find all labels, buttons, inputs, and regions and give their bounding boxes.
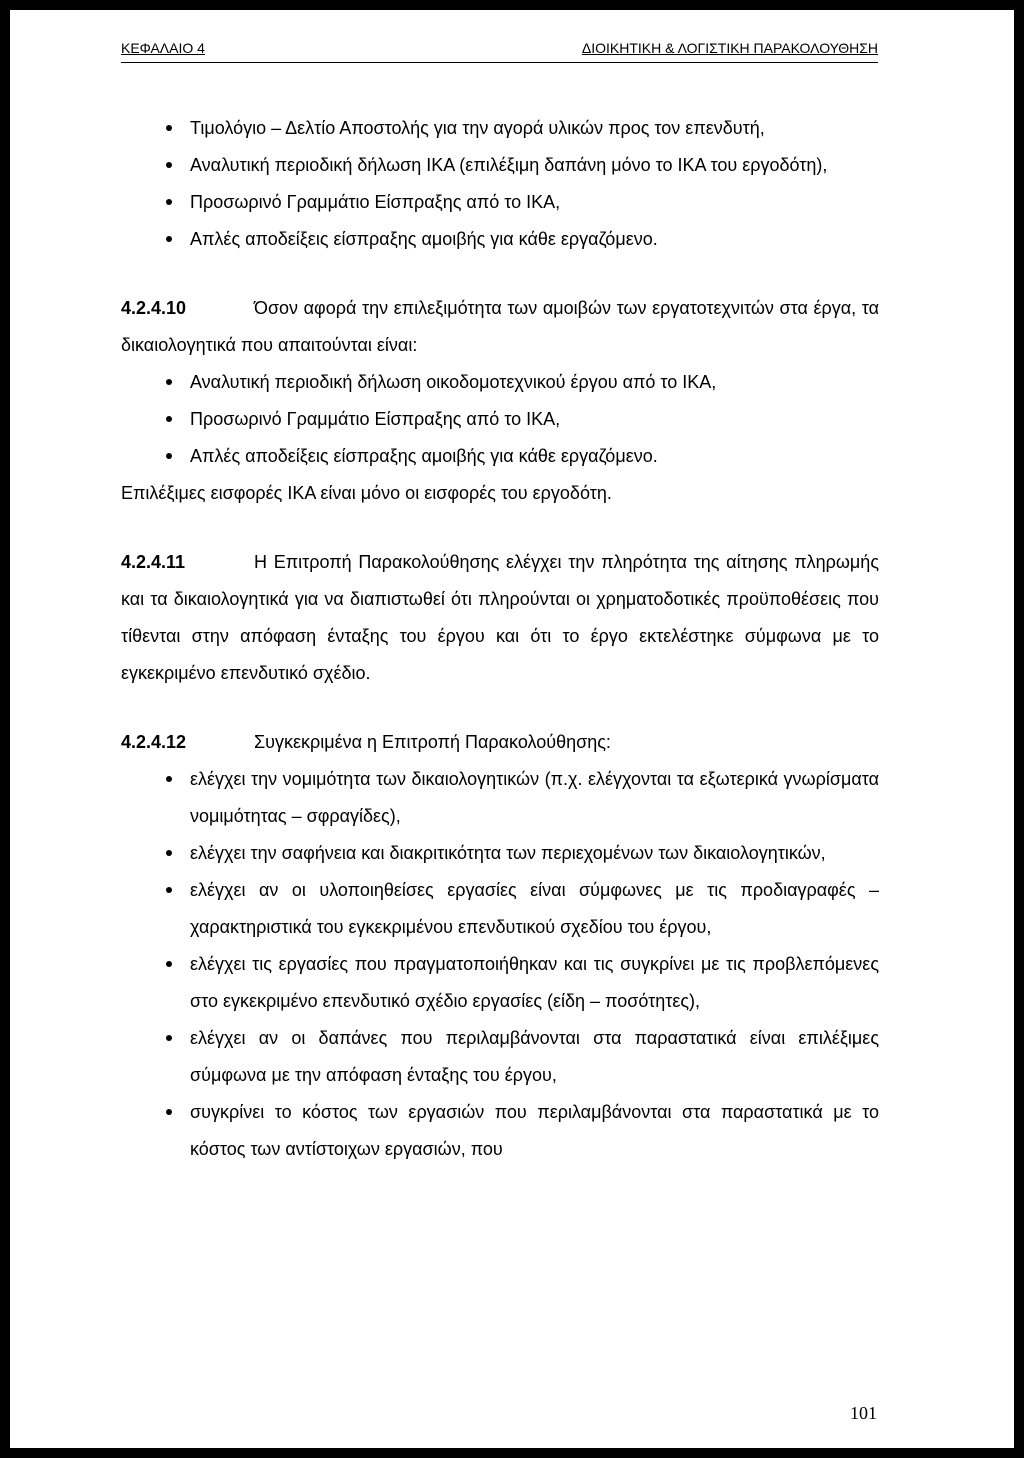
page-header <box>121 40 878 63</box>
list-item: Απλές αποδείξεις είσπραξης αμοιβής για κάθε εργαζόμενο. <box>121 438 879 475</box>
list-item: Αναλυτική περιοδική δήλωση οικοδομοτεχνικού έργου από το ΙΚΑ, <box>121 364 879 401</box>
list-item: συγκρίνει το κόστος των εργασιών που περιλαμβάνονται στα παραστατικά με το κόστος των αντίστοιχων εργασιών, που <box>121 1094 879 1168</box>
page-number: 101 <box>850 1403 877 1423</box>
wage-documents-list <box>121 364 879 475</box>
paragraph <box>121 724 879 761</box>
section-4-2-4-12 <box>121 724 879 1168</box>
page-content <box>121 110 879 1168</box>
list-item: ελέγχει αν οι δαπάνες που περιλαμβάνονται στα παραστατικά είναι επιλέξιμες σύμφωνα με την απόφαση ένταξης του έργου, <box>121 1020 879 1094</box>
checks-list <box>121 761 879 1168</box>
list-item: ελέγχει αν οι υλοποιηθείσες εργασίες είναι σύμφωνες με τις προδιαγραφές – χαρακτηριστικά του εγκεκριμένου επενδυτικού σχεδίου του έργου, <box>121 872 879 946</box>
section-label: ΔΙΟΙΚΗΤΙΚΗ & ΛΟΓΙΣΤΙΚΗ ΠΑΡΑΚΟΛΟΥΘΗΣΗ <box>581 40 878 56</box>
list-item: Προσωρινό Γραμμάτιο Είσπραξης από το ΙΚΑ, <box>121 184 879 221</box>
chapter-label: ΚΕΦΑΛΑΙΟ 4 <box>121 40 205 56</box>
list-item: Απλές αποδείξεις είσπραξης αμοιβής για κάθε εργαζόμενο. <box>121 221 879 258</box>
section-number: 4.2.4.10 <box>121 298 187 318</box>
list-item: ελέγχει τις εργασίες που πραγματοποιήθηκαν και τις συγκρίνει με τις προβλεπόμενες στο εγκεκριμένο επενδυτικό σχέδιο εργασίες (είδη – ποσότητες), <box>121 946 879 1020</box>
list-item: ελέγχει την νομιμότητα των δικαιολογητικών (π.χ. ελέγχονται τα εξωτερικά γνωρίσματα νομιμότητας – σφραγίδες), <box>121 761 879 835</box>
list-item: ελέγχει την σαφήνεια και διακριτικότητα των περιεχομένων των δικαιολογητικών, <box>121 835 879 872</box>
list-item: Τιμολόγιο – Δελτίο Αποστολής για την αγορά υλικών προς τον επενδυτή, <box>121 110 879 147</box>
document-page <box>10 10 1014 1448</box>
note-paragraph: Επιλέξιμες εισφορές ΙΚΑ είναι μόνο οι εισφορές του εργοδότη. <box>121 483 612 503</box>
section-number: 4.2.4.12 <box>121 732 187 752</box>
paragraph <box>121 290 879 364</box>
section-4-2-4-11 <box>121 544 879 692</box>
section-4-2-4-10 <box>121 290 879 512</box>
list-item: Αναλυτική περιοδική δήλωση ΙΚΑ (επιλέξιμη δαπάνη μόνο το ΙΚΑ του εργοδότη), <box>121 147 879 184</box>
paragraph-text: Όσον αφορά την επιλεξιμότητα των αμοιβών των εργατοτεχνιτών στα έργα, τα δικαιολογητικά που απαιτούνται είναι: <box>121 298 879 355</box>
paragraph <box>121 544 879 692</box>
section-number: 4.2.4.11 <box>121 552 186 572</box>
paragraph-text: Συγκεκριμένα η Επιτροπή Παρακολούθησης: <box>254 732 611 752</box>
paragraph-text: Η Επιτροπή Παρακολούθησης ελέγχει την πληρότητα της αίτησης πληρωμής και τα δικαιολογητικά για να διαπιστωθεί ότι πληρούνται οι χρηματοδοτικές προϋποθέσεις που τίθενται στην απόφαση ένταξης του έργου και ότι το έργο εκτελέστηκε σύμφωνα με το εγκεκριμένο επενδυτικό σχέδιο. <box>121 552 879 683</box>
documents-list <box>121 110 879 258</box>
list-item: Προσωρινό Γραμμάτιο Είσπραξης από το ΙΚΑ, <box>121 401 879 438</box>
